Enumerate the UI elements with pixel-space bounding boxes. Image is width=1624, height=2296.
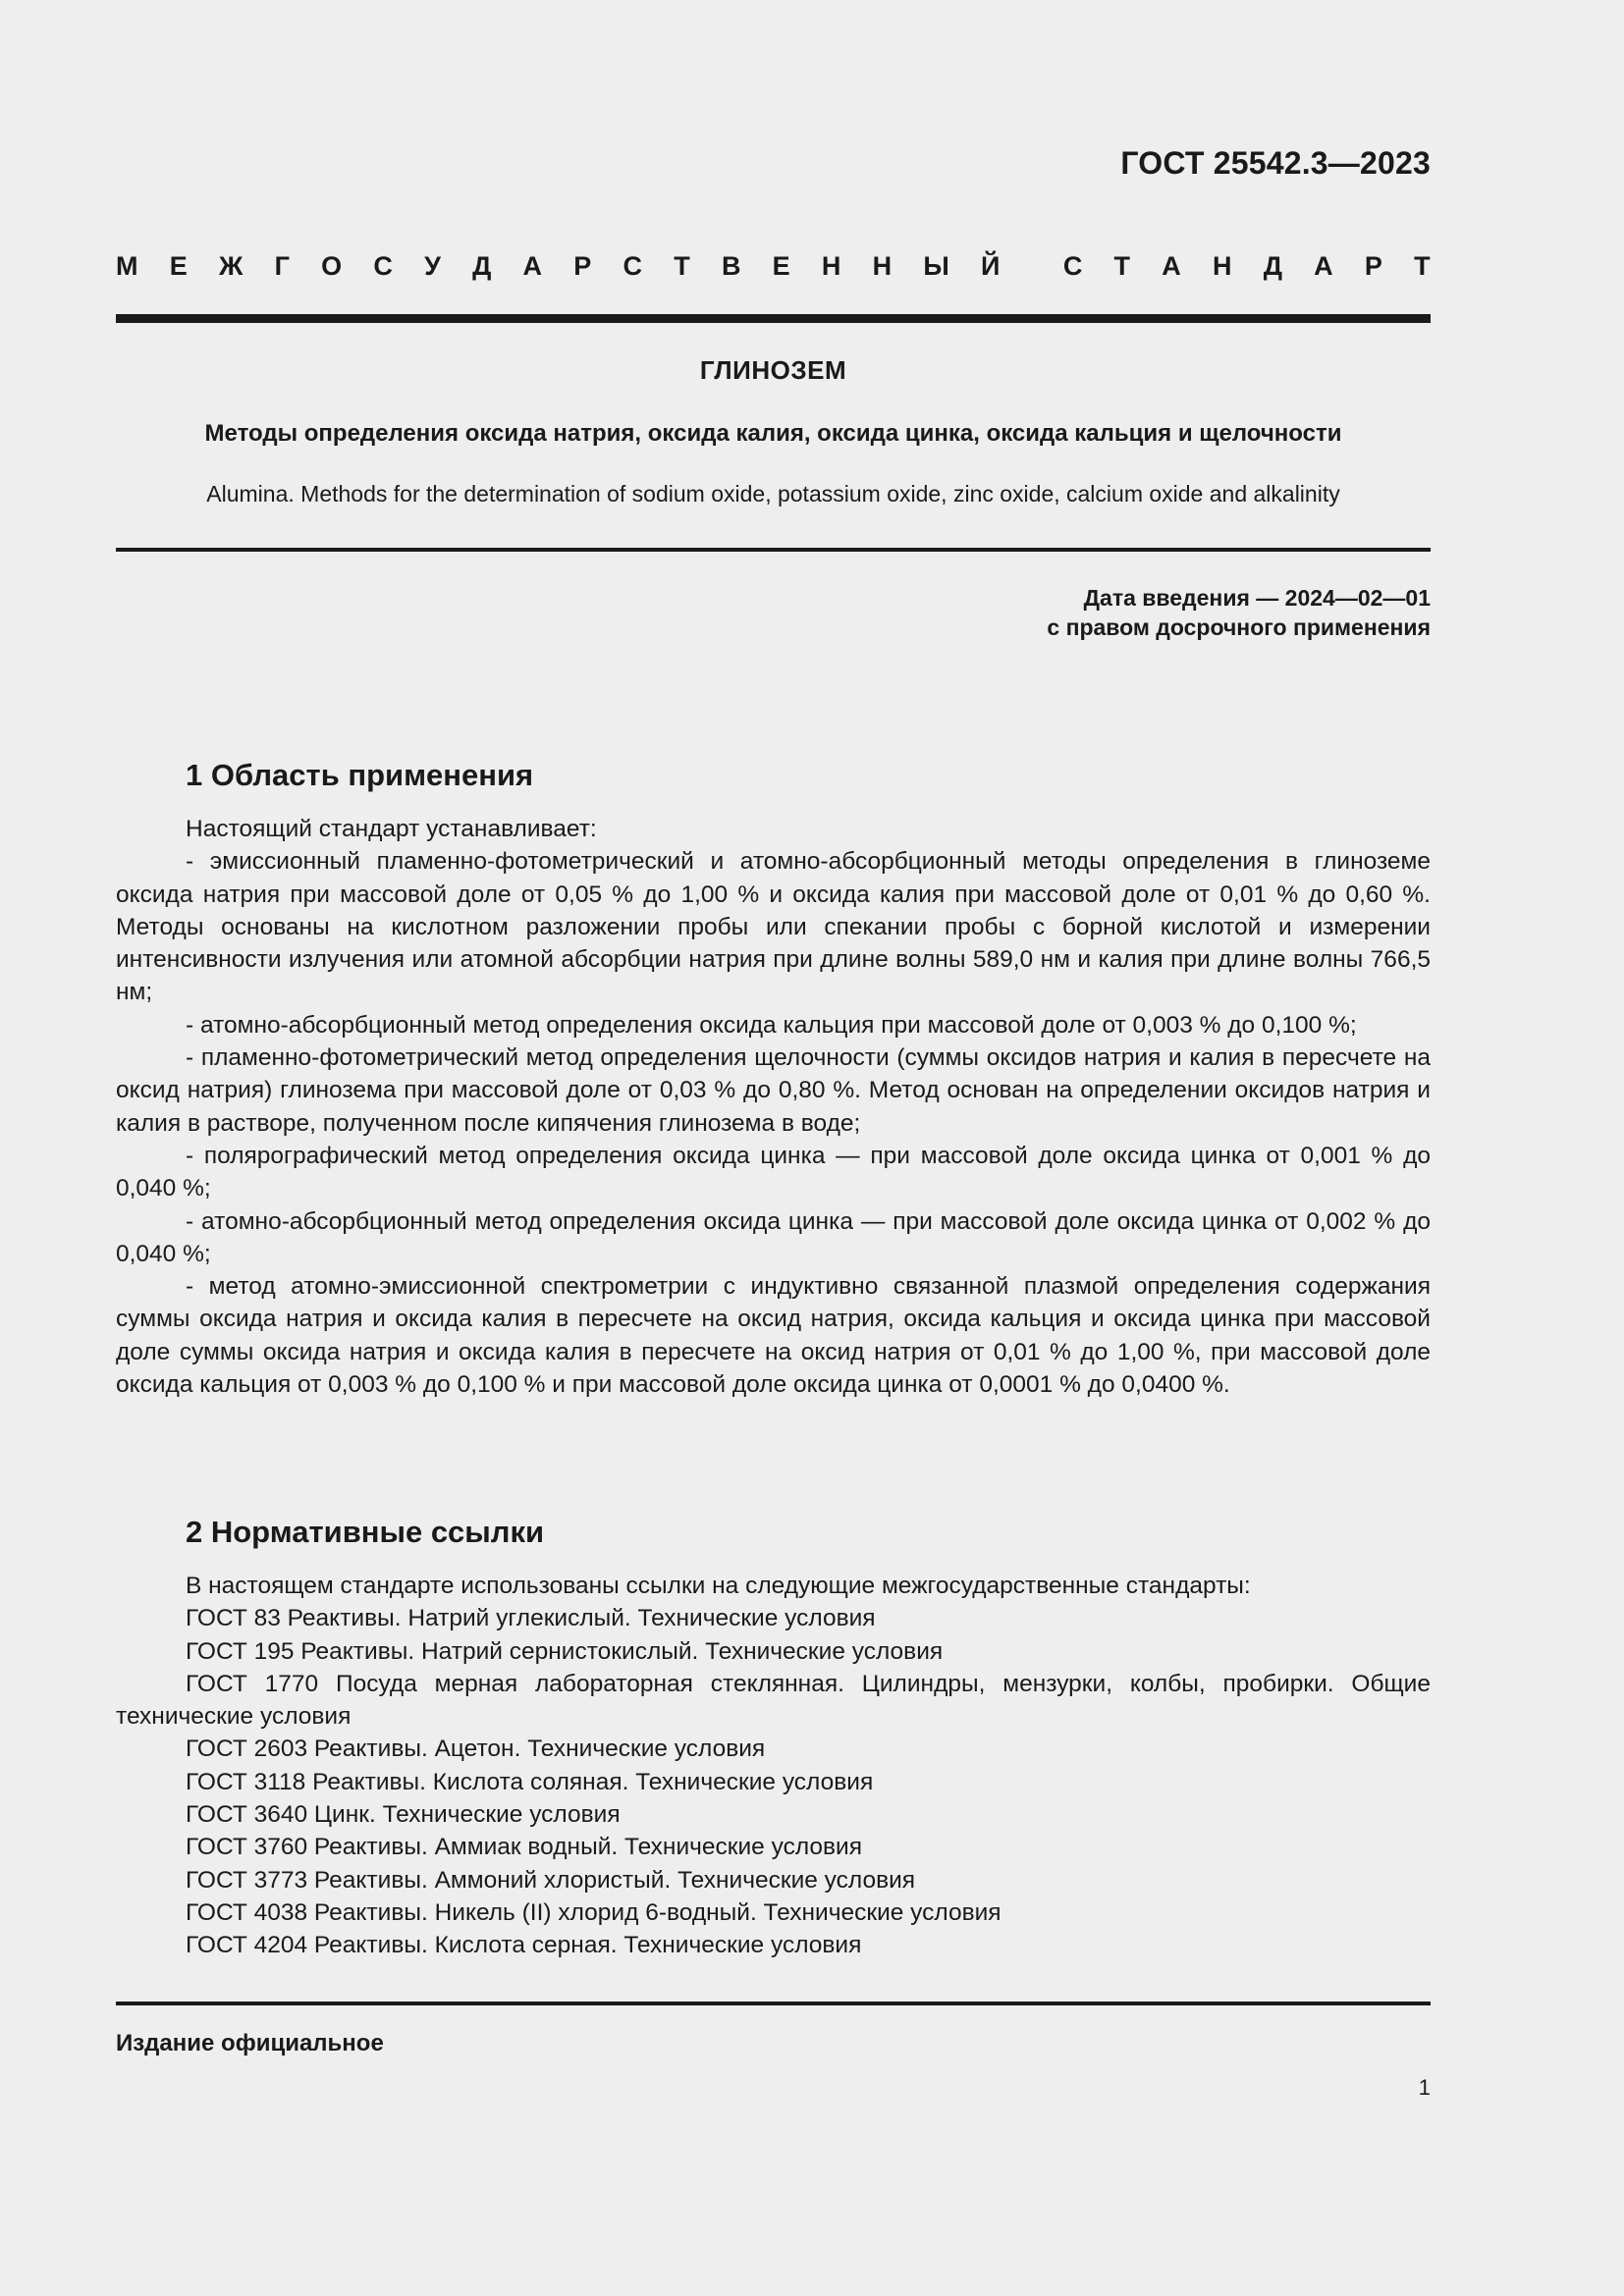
banner-letter: О (321, 251, 343, 281)
banner-letter: С (623, 251, 642, 281)
banner-letter: Ы (923, 251, 949, 281)
paragraph: - атомно-абсорбционный метод определения оксида кальция при массовой доле от 0,003 % до 0,100 %; (186, 1011, 1357, 1039)
section-normative-references (116, 1513, 1431, 1962)
title-divider (116, 548, 1431, 552)
reference-item: ГОСТ 3118 Реактивы. Кислота соляная. Технические условия (186, 1768, 874, 1795)
banner-letter: Н (1212, 251, 1232, 281)
english-title: Alumina. Methods for the determination of sodium oxide, potassium oxide, zinc oxide, calcium oxide and alkalinity (206, 481, 1340, 507)
paragraph: - эмиссионный пламенно-фотометрический и атомно-абсорбционный методы определения в глиноземе оксида натрия при массовой доле от 0,05 % до 1,00 % и оксида калия при массовой доле от 0,01 % до 0,60 %. Методы основаны на кислотном разложении пробы или спекании пробы с борной кислотой и измерении интенсивности излучения или атомной абсорбции натрия при длине волны 589,0 нм и калия при длине волны 766,5 нм; (116, 848, 1431, 1006)
reference-item: ГОСТ 4038 Реактивы. Никель (II) хлорид 6-водный. Технические условия (186, 1898, 1001, 1926)
banner-letter: Д (1263, 251, 1282, 281)
banner-letter: Н (821, 251, 841, 281)
interstate-standard-banner (116, 251, 1431, 282)
reference-item: ГОСТ 83 Реактивы. Натрий углекислый. Технические условия (186, 1605, 876, 1632)
banner-letter: С (1062, 251, 1083, 281)
reference-item: ГОСТ 195 Реактивы. Натрий сернистокислый. Технические условия (186, 1637, 944, 1665)
header-thick-rule (116, 314, 1431, 323)
banner-letter: Е (772, 251, 790, 281)
paragraph: Настоящий стандарт устанавливает: (186, 816, 597, 842)
banner-letter: Р (1364, 251, 1382, 281)
banner-letter: Т (1113, 251, 1131, 281)
banner-letter: А (1314, 251, 1333, 281)
banner-letter: Д (472, 251, 492, 281)
paragraph: В настоящем стандарте использованы ссылки на следующие межгосударственные стандарты: (186, 1573, 1251, 1599)
banner-letter: Т (674, 251, 690, 281)
paragraph: - полярографический метод определения оксида цинка — при массовой доле оксида цинка от 0,001 % до 0,040 %; (116, 1142, 1431, 1202)
reference-item: ГОСТ 4204 Реактивы. Кислота серная. Технические условия (186, 1932, 862, 1959)
early-application-note: с правом досрочного применения (1047, 614, 1431, 640)
standard-title: ГЛИНОЗЕМ (699, 355, 847, 385)
reference-item: ГОСТ 3773 Реактивы. Аммоний хлористый. Технические условия (186, 1866, 916, 1894)
banner-letter: Г (274, 251, 290, 281)
banner-letter: С (373, 251, 393, 281)
document-code: ГОСТ 25542.3—2023 (1120, 145, 1431, 181)
section-heading: 1 Область применения (186, 758, 534, 792)
banner-letter: Р (573, 251, 592, 281)
introduction-date: Дата введения — 2024—02—01 (1083, 585, 1431, 611)
reference-item: ГОСТ 2603 Реактивы. Ацетон. Технические условия (186, 1735, 766, 1763)
standard-subtitle: Методы определения оксида натрия, оксида калия, оксида цинка, оксида кальция и щелочности (204, 420, 1342, 447)
section-heading: 2 Нормативные ссылки (186, 1515, 545, 1549)
banner-letter: Н (872, 251, 893, 281)
paragraph: - метод атомно-эмиссионной спектрометрии с индуктивно связанной плазмой определения содержания суммы оксида натрия и оксида калия в пересчете на оксид натрия, оксида кальция и оксида цинка при массовой доле суммы оксида натрия и оксида калия в пересчете на оксид натрия от 0,01 % до 1,00 %, при массовой доле оксида кальция от 0,003 % до 0,100 % и при массовой доле оксида цинка от 0,0001 % до 0,0400 %. (116, 1273, 1431, 1399)
banner-letter: А (1162, 251, 1181, 281)
reference-item: ГОСТ 3640 Цинк. Технические условия (186, 1801, 621, 1829)
reference-item: ГОСТ 3760 Реактивы. Аммиак водный. Технические условия (186, 1834, 863, 1861)
paragraph: - пламенно-фотометрический метод определения щелочности (суммы оксидов натрия и калия в пересчете на оксид натрия) глинозема при массовой доле от 0,03 % до 0,80 %. Метод основан на определении оксидов натрия и калия в растворе, полученном после кипячения глинозема в воде; (116, 1044, 1431, 1137)
page-number: 1 (1418, 2075, 1431, 2100)
footer-divider (116, 2002, 1431, 2005)
paragraph: - атомно-абсорбционный метод определения оксида цинка — при массовой доле оксида цинка от 0,002 % до 0,040 %; (116, 1207, 1431, 1267)
banner-letter: М (116, 251, 138, 281)
banner-letter: У (424, 251, 441, 281)
banner-letter: Е (169, 251, 188, 281)
banner-letter: Ж (218, 251, 244, 281)
banner-letter: Т (1414, 251, 1431, 281)
banner-letter: А (522, 251, 543, 281)
official-edition-label: Издание официальное (116, 2030, 384, 2056)
reference-item: ГОСТ 1770 Посуда мерная лабораторная стеклянная. Цилиндры, мензурки, колбы, пробирки. Общие технические условия (116, 1670, 1431, 1731)
banner-letter: В (721, 251, 741, 281)
introduction-date-block (1047, 583, 1431, 642)
section-scope (116, 756, 1431, 1401)
banner-letter: Й (980, 251, 1001, 281)
